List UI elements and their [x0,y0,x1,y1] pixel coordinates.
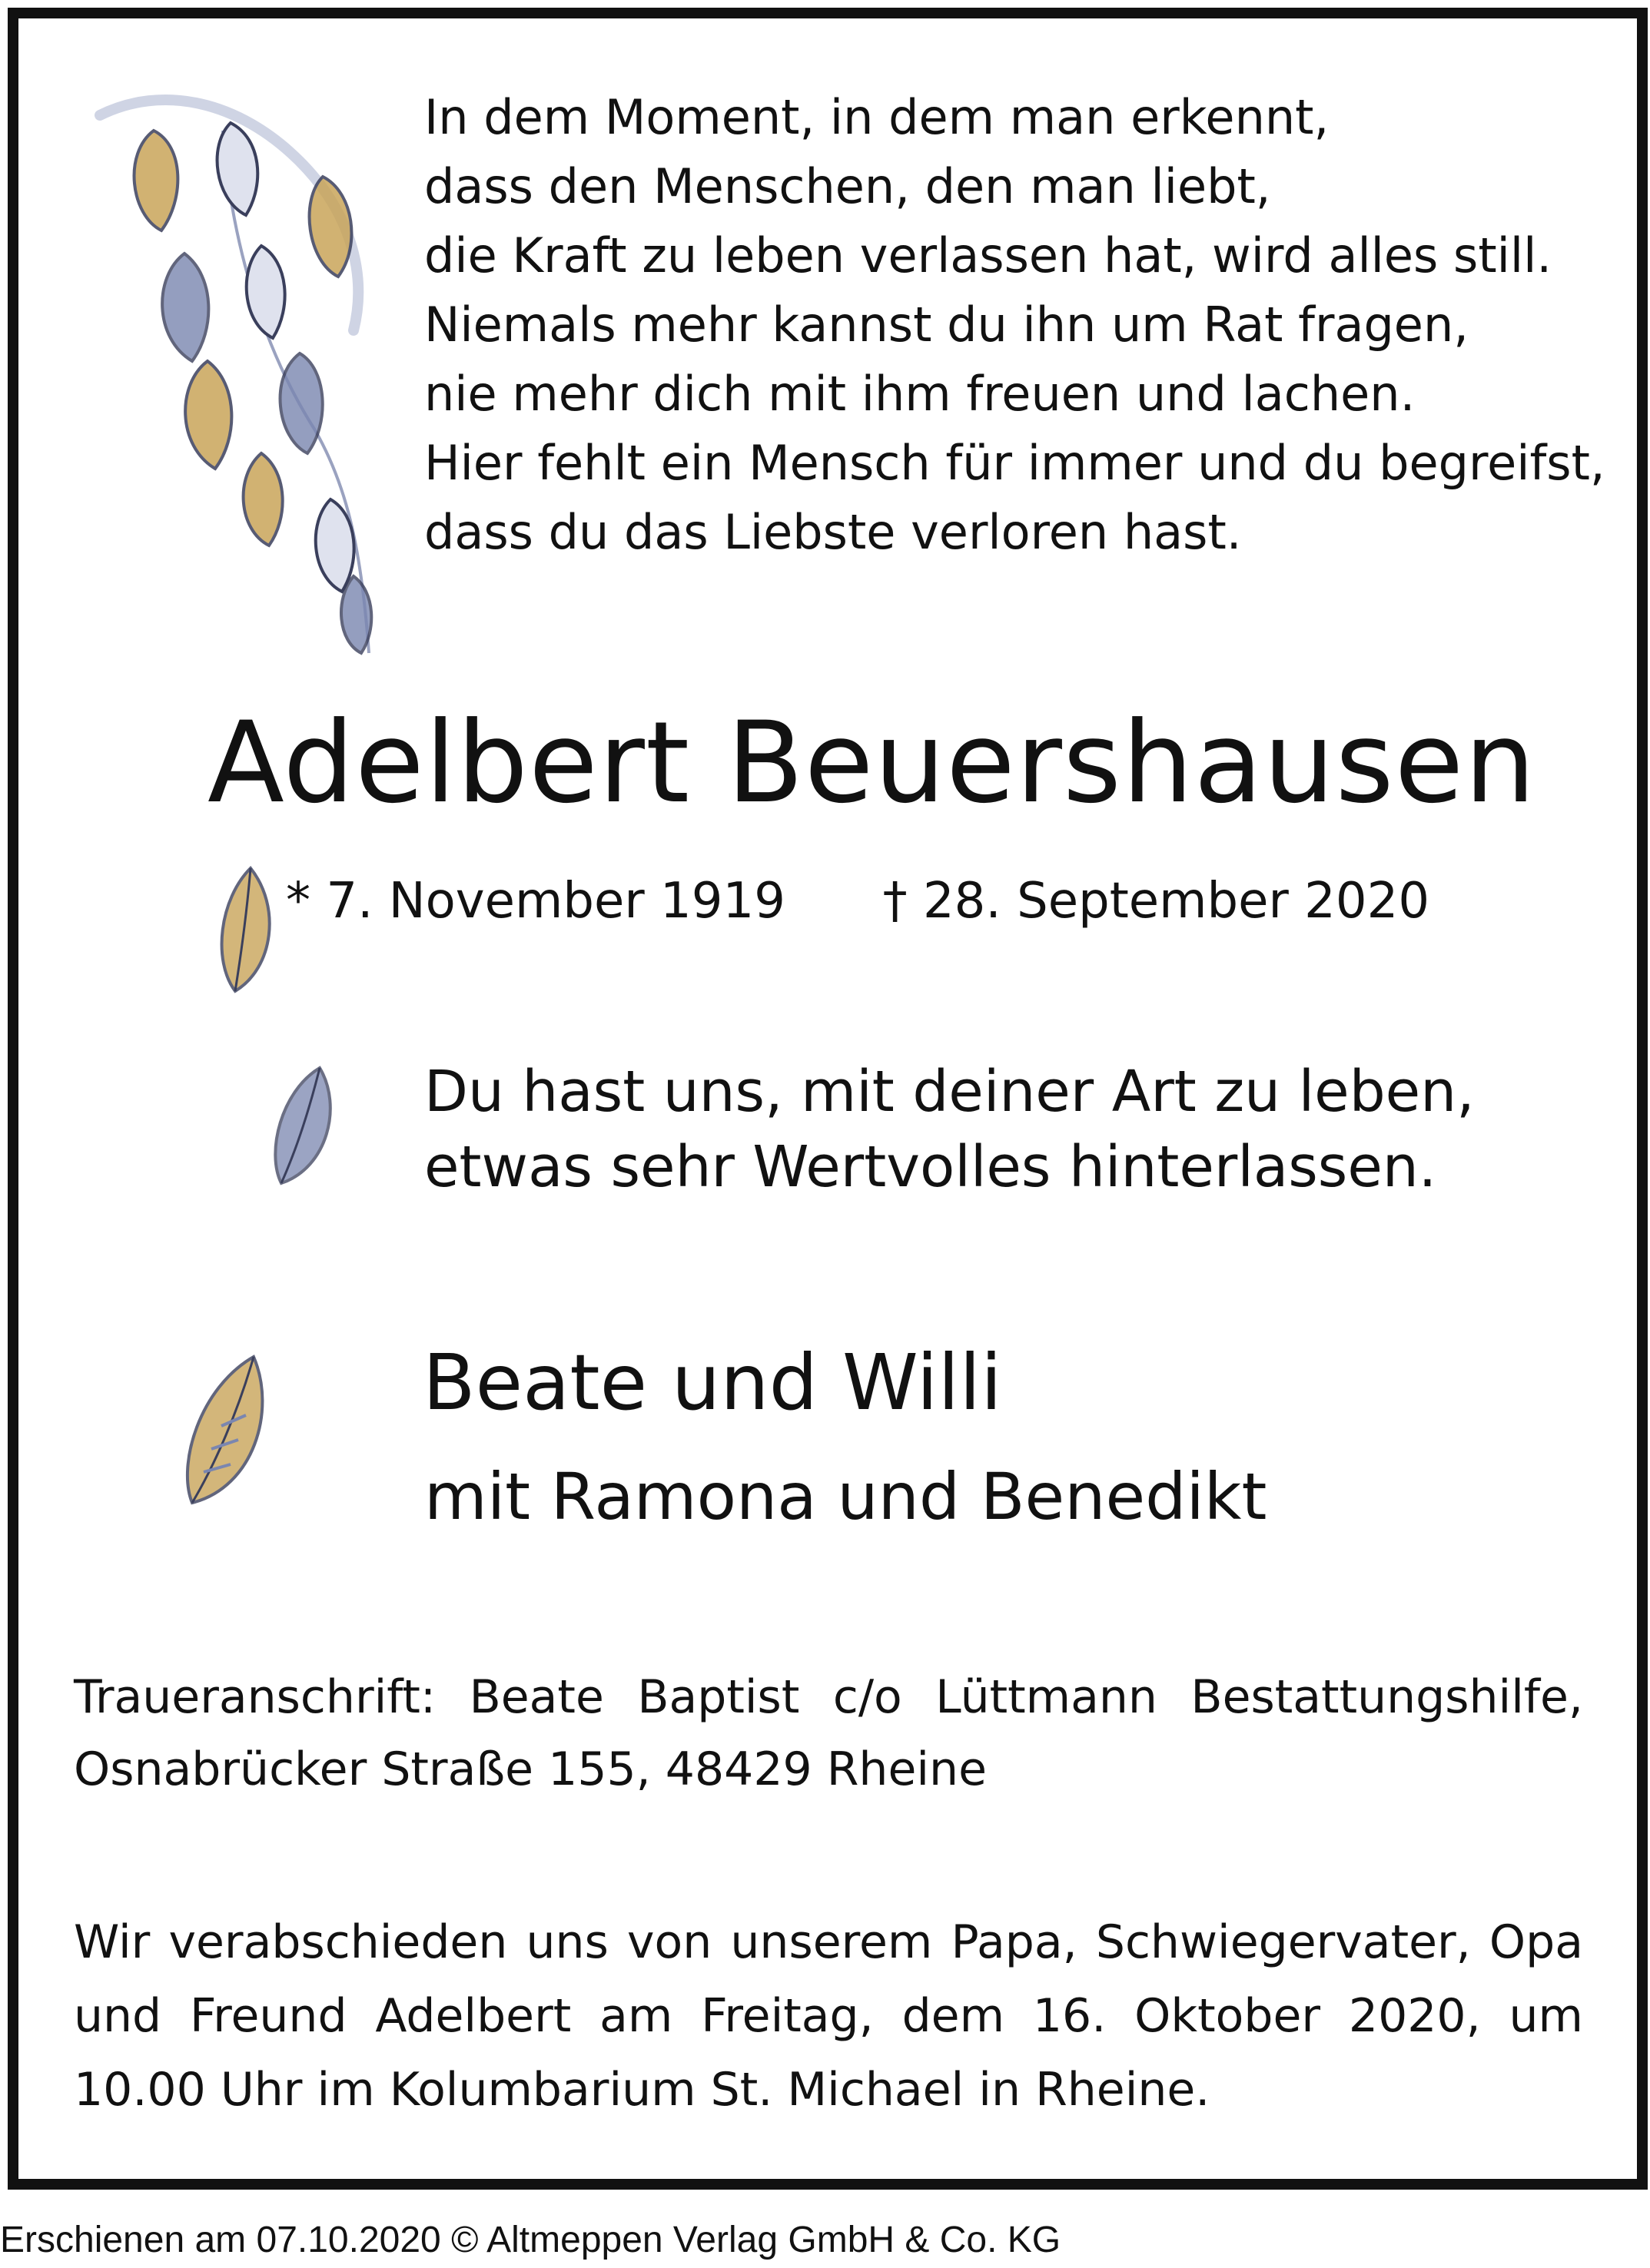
poem-line: dass den Menschen, den man liebt, [424,158,1271,214]
death-date: † 28. September 2020 [882,873,1430,930]
ceremony-notice: Wir verabschieden uns von unserem Papa, Schwiegervater, Opa und Freund Adelbert am Freitag, dem 16. Oktober 2020, um 10.00 Uhr im Kolumbarium St. Michael in Rheine. [74,1915,1583,2117]
poem-line: die Kraft zu leben verlassen hat, wird alles still. [424,227,1552,284]
poem-line: nie mehr dich mit ihm freuen und lachen. [424,366,1416,422]
poem-line: Niemals mehr kannst du ihn um Rat fragen, [424,297,1469,353]
leaf-branch-icon [69,69,407,668]
leaf-icon [258,1060,343,1191]
leaf-icon [169,1349,277,1510]
life-dates [286,870,1429,932]
farewell-quote [424,1054,1475,1205]
leaf-icon [204,860,289,999]
quote-line: Du hast uns, mit deiner Art zu leben, [424,1059,1475,1125]
poem-line: Hier fehlt ein Mensch für immer und du begreifst, [424,435,1605,491]
publication-footer: Erschienen am 07.10.2020 © Altmeppen Verlag GmbH & Co. KG [0,2220,1061,2260]
poem-line: dass du das Liebste verloren hast. [424,504,1242,560]
mourners-secondary: mit Ramona und Benedikt [424,1459,1267,1534]
quote-line: etwas sehr Wertvolles hinterlassen. [424,1134,1437,1200]
poem-line: In dem Moment, in dem man erkennt, [424,89,1330,145]
deceased-name: Adelbert Beuershausen [207,698,1536,828]
mourners-primary: Beate und Willi [423,1338,1002,1427]
poem [424,83,1605,567]
mourning-address: Traueranschrift: Beate Baptist c/o Lüttmann Bestattungshilfe, Osnabrücker Straße 155, 48429 Rheine [74,1670,1583,1796]
birth-date: * 7. November 1919 [286,873,785,930]
